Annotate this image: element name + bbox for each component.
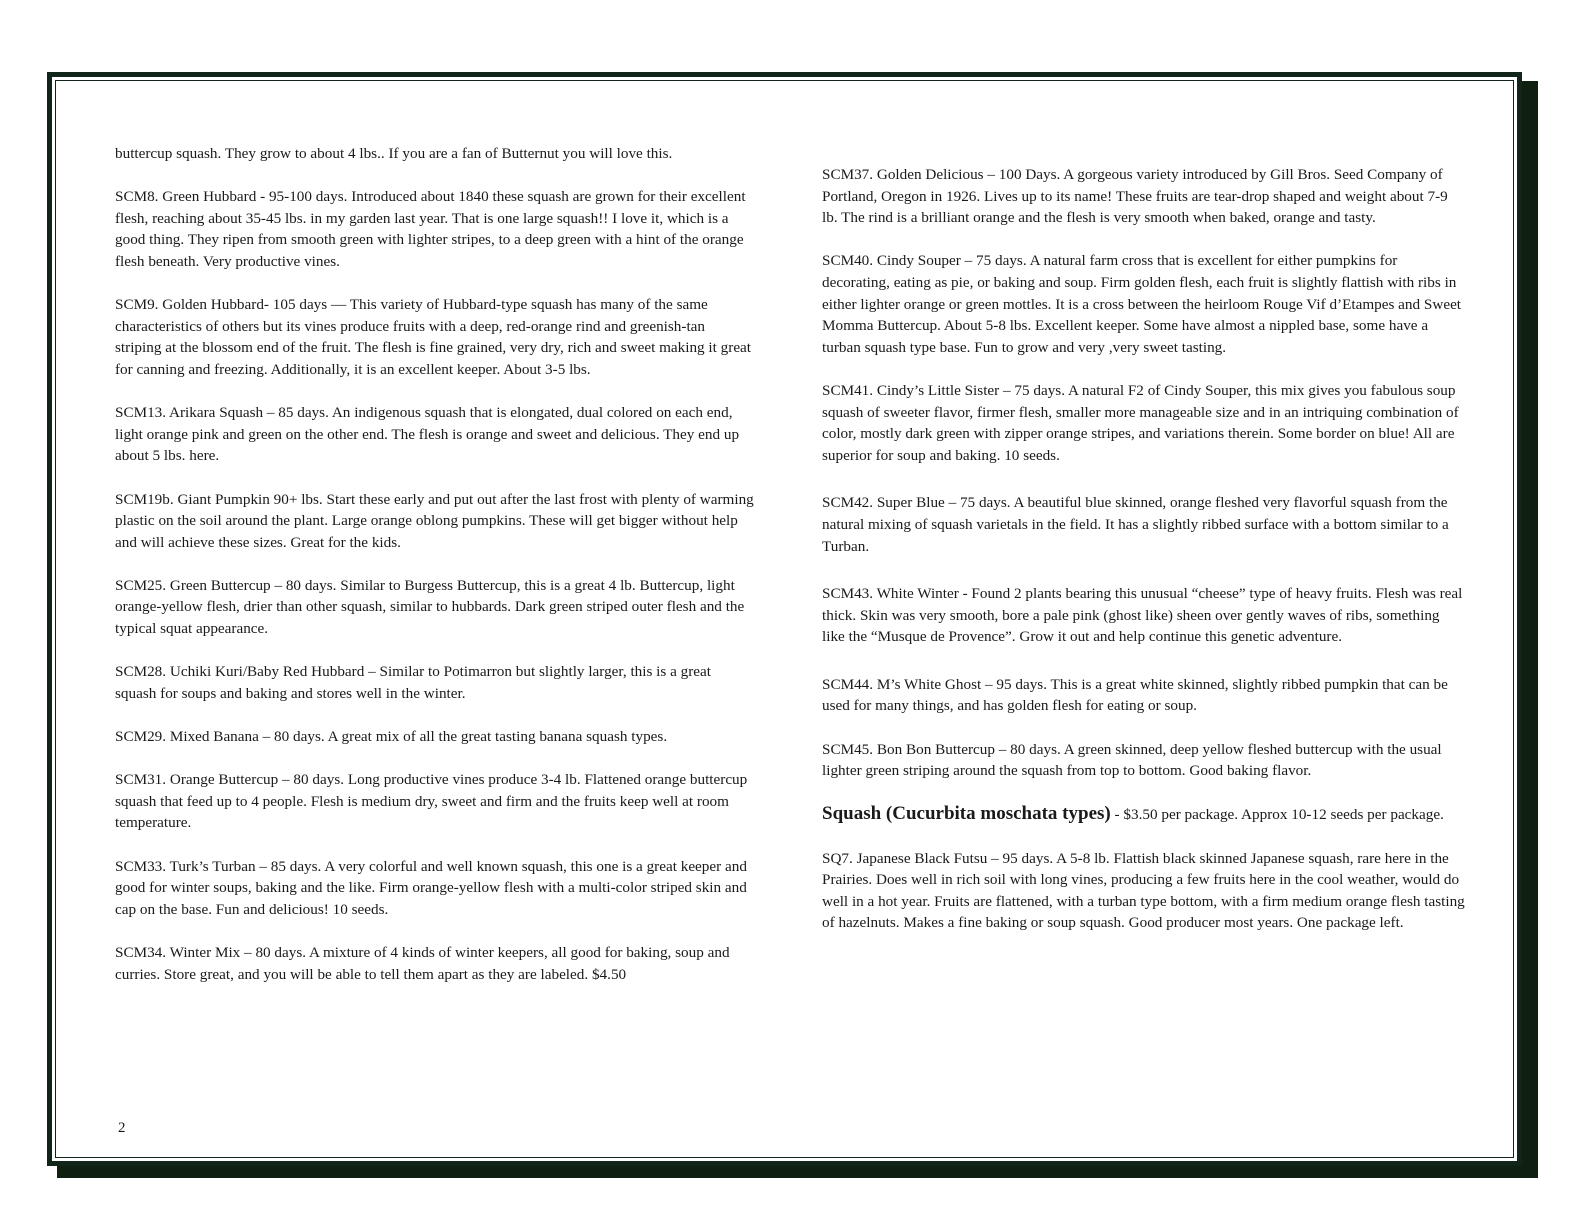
entry-buttercup-continued: buttercup squash. They grow to about 4 lbs.. If you are a fan of Butternut you will love this. [115, 145, 673, 162]
entry-scm41: SCM41. Cindy’s Little Sister – 75 days. A natural F2 of Cindy Souper, this mix gives you fabulous soup squash of sweeter flavor, firmer flesh, smaller more manageable size and in an intriquing combination of color, mostly dark green with zipper orange stripes, and variations therein. Some border on blue! All are superior for soup and baking. 10 seeds. [822, 381, 1459, 464]
entry-scm45: SCM45. Bon Bon Buttercup – 80 days. A green skinned, deep yellow fleshed buttercup with the usual lighter green striping around the squash from top to bottom. Good baking flavor. [822, 740, 1442, 780]
entry-scm19b: SCM19b. Giant Pumpkin 90+ lbs. Start these early and put out after the last frost with plenty of warming plastic on the soil around the plant. Large orange oblong pumpkins. These will get bigger without help and will achieve these sizes. Great for the kids. [115, 490, 754, 551]
entry-scm8: SCM8. Green Hubbard - 95-100 days. Introduced about 1840 these squash are grown for their excellent flesh, reaching about 35-45 lbs. in my garden last year. That is one large squash!! I love it, which is a good thing. They ripen from smooth green with lighter stripes, to a deep green with a hint of the orange flesh beneath. Very productive vines. [115, 188, 746, 270]
page-number: 2 [118, 1120, 126, 1133]
section-heading-line [822, 803, 1466, 826]
entry-sq7: SQ7. Japanese Black Futsu – 95 days. A 5-8 lb. Flattish black skinned Japanese squash, rare here in the Prairies. Does well in rich soil with long vines, producing a few fruits here in the cool weather, would do well in a hot year. Fruits are flattened, with a turban type bottom, with a firm medium orange flesh tasting of hazelnuts. Makes a fine baking or soup squash. Good producer most years. One package left. [822, 849, 1465, 932]
entry-scm42: SCM42. Super Blue – 75 days. A beautiful blue skinned, orange fleshed very flavorful squash from the natural mixing of squash varietals in the field. It has a slightly ribbed surface with a bottom similar to a Turban. [822, 494, 1449, 555]
entry-scm37: SCM37. Golden Delicious – 100 Days. A gorgeous variety introduced by Gill Bros. Seed Company of Portland, Oregon in 1926. Lives up to its name! These fruits are tear-drop shaped and weight about 7-9 lb. The rind is a brilliant orange and the flesh is very smooth when baked, orange and tasty. [822, 166, 1448, 227]
entry-scm44: SCM44. M’s White Ghost – 95 days. This is a great white skinned, slightly ribbed pumpkin that can be used for many things, and has golden flesh for eating or soup. [822, 675, 1448, 715]
left-column [115, 143, 755, 985]
entry-scm43: SCM43. White Winter - Found 2 plants bearing this unusual “cheese” type of heavy fruits. Flesh was real thick. Skin was very smooth, bore a pale pink (ghost like) sheen over gently waves of ribs, something like the “Musque de Provence”. Grow it out and help continue this genetic adventure. [822, 585, 1463, 646]
entry-scm33: SCM33. Turk’s Turban – 85 days. A very colorful and well known squash, this one is a great keeper and good for winter soups, baking and the like. Firm orange-yellow flesh with a multi-color striped skin and cap on the base. Fun and delicious! 10 seeds. [115, 857, 747, 918]
entry-scm40: SCM40. Cindy Souper – 75 days. A natural farm cross that is excellent for either pumpkins for decorating, eating as pie, or baking and soup. Firm golden flesh, each fruit is slightly flattish with ribs in either lighter orange or green mottles. It is a cross between the heirloom Rouge Vif d’Etampes and Sweet Momma Buttercup. About 5-8 lbs. Excellent keeper. Some have almost a nippled base, some have a turban squash type base. Fun to grow and very ,very sweet tasting. [822, 252, 1462, 356]
entry-scm13: SCM13. Arikara Squash – 85 days. An indigenous squash that is elongated, dual colored on each end, light orange pink and green on the other end. The flesh is orange and sweet and delicious. They end up about 5 lbs. here. [115, 404, 740, 465]
entry-scm31: SCM31. Orange Buttercup – 80 days. Long productive vines produce 3-4 lb. Flattened orange buttercup squash that feed up to 4 people. Flesh is medium dry, sweet and firm and the fruits keep well at room temperature. [115, 771, 748, 832]
entry-scm29: SCM29. Mixed Banana – 80 days. A great mix of all the great tasting banana squash types. [115, 728, 668, 746]
right-column [822, 164, 1466, 934]
entry-scm34: SCM34. Winter Mix – 80 days. A mixture of 4 kinds of winter keepers, all good for baking, soup and curries. Store great, and you will be able to tell them apart as they are labeled. $4.50 [115, 943, 730, 983]
section-heading: Squash (Cucurbita moschata types) [822, 803, 1111, 825]
section-heading-details: - $3.50 per package. Approx 10-12 seeds per package. [1110, 806, 1444, 824]
entry-scm25: SCM25. Green Buttercup – 80 days. Similar to Burgess Buttercup, this is a great 4 lb. Buttercup, light orange-yellow flesh, drier than other squash, similar to hubbards. Dark green striped outer flesh and the typical squat appearance. [115, 576, 745, 638]
entry-scm28: SCM28. Uchiki Kuri/Baby Red Hubbard – Similar to Potimarron but slightly larger, this is a great squash for soups and baking and stores well in the winter. [115, 663, 712, 702]
entry-scm9: SCM9. Golden Hubbard- 105 days — This variety of Hubbard-type squash has many of the same characteristics of others but its vines produce fruits with a deep, red-orange rind and greenish-tan striping at the blossom end of the fruit. The flesh is fine grained, very dry, rich and sweet making it great for canning and freezing. Additionally, it is an excellent keeper. About 3-5 lbs. [115, 296, 752, 378]
